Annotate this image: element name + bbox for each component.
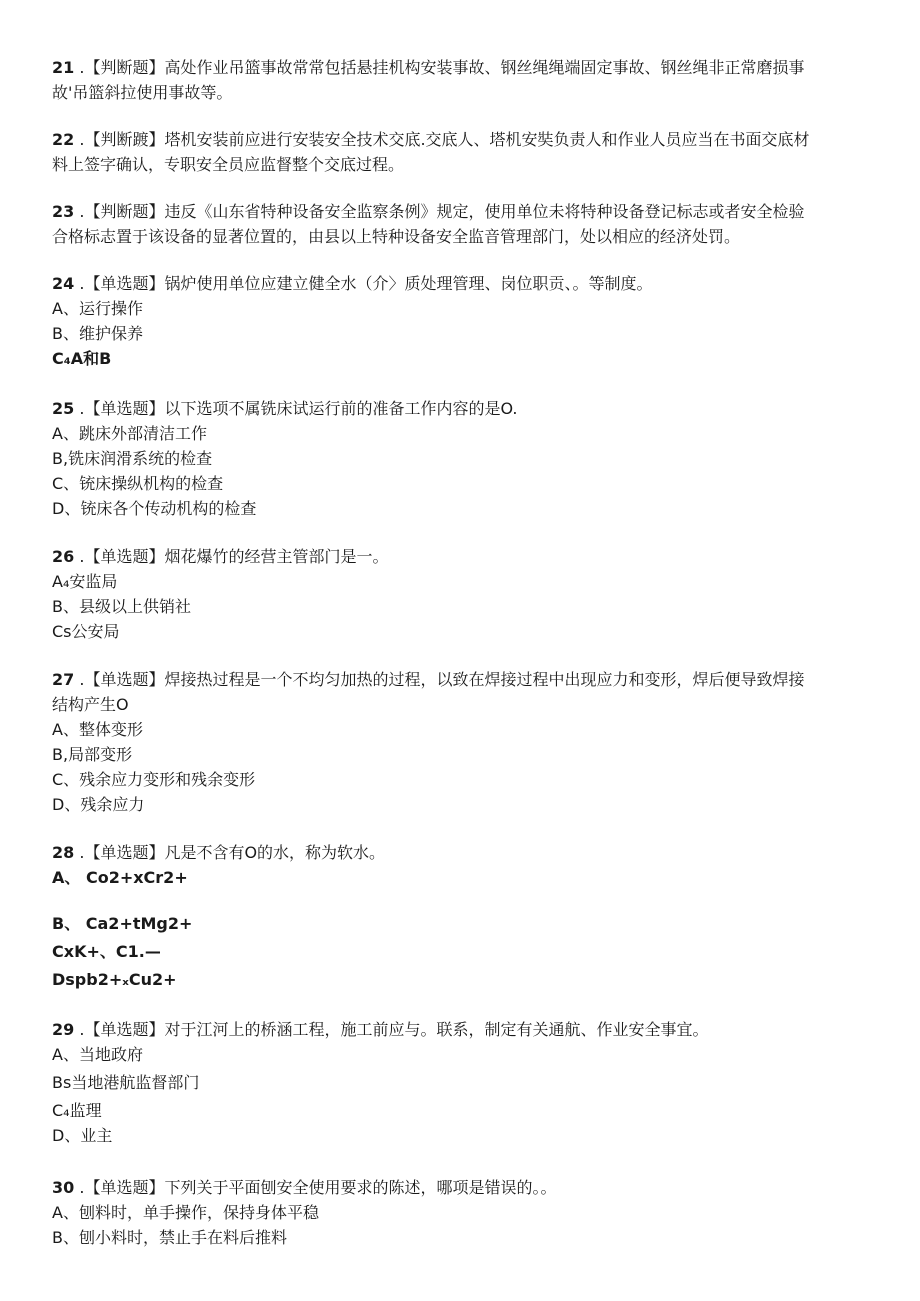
option-b: B,局部变形	[52, 745, 133, 764]
option-c: Cs公安局	[52, 622, 120, 641]
question-24	[52, 271, 864, 371]
question-line	[52, 396, 864, 421]
question-line	[52, 667, 864, 692]
question-text: .【单选题】锅炉使用单位应建立健全水（介〉质处理管理、岗位职贡、。等制度。	[79, 274, 653, 293]
question-26	[52, 544, 864, 644]
question-number: 30	[52, 1178, 75, 1197]
question-27	[52, 667, 864, 817]
option-d: D、残余应力	[52, 795, 145, 814]
option-a: A、 Co2+xCr2+	[52, 868, 188, 887]
question-text: 结构产生O	[52, 695, 129, 714]
question-line	[52, 199, 864, 224]
question-line	[52, 55, 864, 80]
question-line	[52, 1017, 864, 1042]
option-a: A、整体变形	[52, 720, 143, 739]
question-text: .【判断踱】塔机安装前应进行安装安全技术交底.交底人、塔机安奘负责人和作业人员应当在书面交底材	[79, 130, 810, 149]
question-number: 29	[52, 1020, 75, 1039]
question-21	[52, 55, 864, 105]
question-text: 合格标志置于该设备的显著位置的，由县以上特种设备安全监音管理部门，处以相应的经济处罚。	[52, 227, 741, 246]
option-b: Bs当地港航监督部门	[52, 1073, 200, 1092]
question-29	[52, 1017, 864, 1148]
question-23	[52, 199, 864, 249]
option-d: D、铳床各个传动机构的检查	[52, 499, 257, 518]
question-30	[52, 1175, 864, 1250]
question-number: 22	[52, 130, 75, 149]
question-text: .【单选题】焊接热过程是一个不均匀加热的过程，以致在焊接过程中出现应力和变形，焊后便导致焊接	[79, 670, 805, 689]
option-b: B、 Ca2+tMg2+	[52, 914, 193, 933]
question-text: .【单选题】凡是不含有O的水，称为软水。	[79, 843, 386, 862]
option-a: A、刨料时，单手操作，保持身体平稳	[52, 1203, 319, 1222]
option-a: A₄安监局	[52, 572, 118, 591]
question-number: 24	[52, 274, 75, 293]
option-c: C₄A和B	[52, 349, 112, 368]
question-number: 28	[52, 843, 75, 862]
question-text: .【单选题】下列关于平面刨安全使用要求的陈述，哪项是错误的。。	[79, 1178, 557, 1197]
option-b: B、刨小料时，禁止手在料后推料	[52, 1228, 287, 1247]
question-number: 25	[52, 399, 75, 418]
option-c: C₄监理	[52, 1101, 102, 1120]
option-d: Dspb2+ₓCu2+	[52, 970, 177, 989]
question-line	[52, 1175, 864, 1200]
option-c: C、铳床操纵机构的检查	[52, 474, 224, 493]
question-text: .【单选题】对于江河上的桥涵工程，施工前应与。联系，制定有关通航、作业安全事宜。	[79, 1020, 709, 1039]
option-c: CxK+、C1.—	[52, 942, 161, 961]
option-c: C、残余应力变形和残余变形	[52, 770, 256, 789]
question-line	[52, 271, 864, 296]
option-b: B、县级以上供销社	[52, 597, 191, 616]
option-a: A、运行操作	[52, 299, 143, 318]
option-b: B,铣床润滑系统的检查	[52, 449, 213, 468]
question-28	[52, 840, 864, 992]
question-22	[52, 127, 864, 177]
question-line	[52, 544, 864, 569]
option-a: A、当地政府	[52, 1045, 143, 1064]
question-text: .【单选题】烟花爆竹的经营主管部门是一。	[79, 547, 389, 566]
question-line	[52, 840, 864, 865]
question-number: 23	[52, 202, 75, 221]
question-number: 21	[52, 58, 75, 77]
question-number: 27	[52, 670, 75, 689]
option-d: D、业主	[52, 1126, 113, 1145]
question-text: .【单选题】以下选项不属铣床试运行前的准备工作内容的是O.	[79, 399, 518, 418]
question-text: .【判断题】违反《山东省特种设备安全监察条例》规定，使用单位未将特种设备登记标志或者安全检验	[79, 202, 805, 221]
question-number: 26	[52, 547, 75, 566]
question-25	[52, 396, 864, 521]
question-text: 故'吊篮斜拉使用事故等。	[52, 83, 233, 102]
question-text: 料上签字确认，专职安全员应监督整个交底过程。	[52, 155, 405, 174]
option-b: B、维护保养	[52, 324, 143, 343]
question-line	[52, 127, 864, 152]
question-text: .【判断题】高处作业吊篮事故常常包括悬挂机构安装事故、钢丝绳绳端固定事故、钢丝绳非正常磨损事	[79, 58, 805, 77]
option-a: A、跳床外部清洁工作	[52, 424, 207, 443]
